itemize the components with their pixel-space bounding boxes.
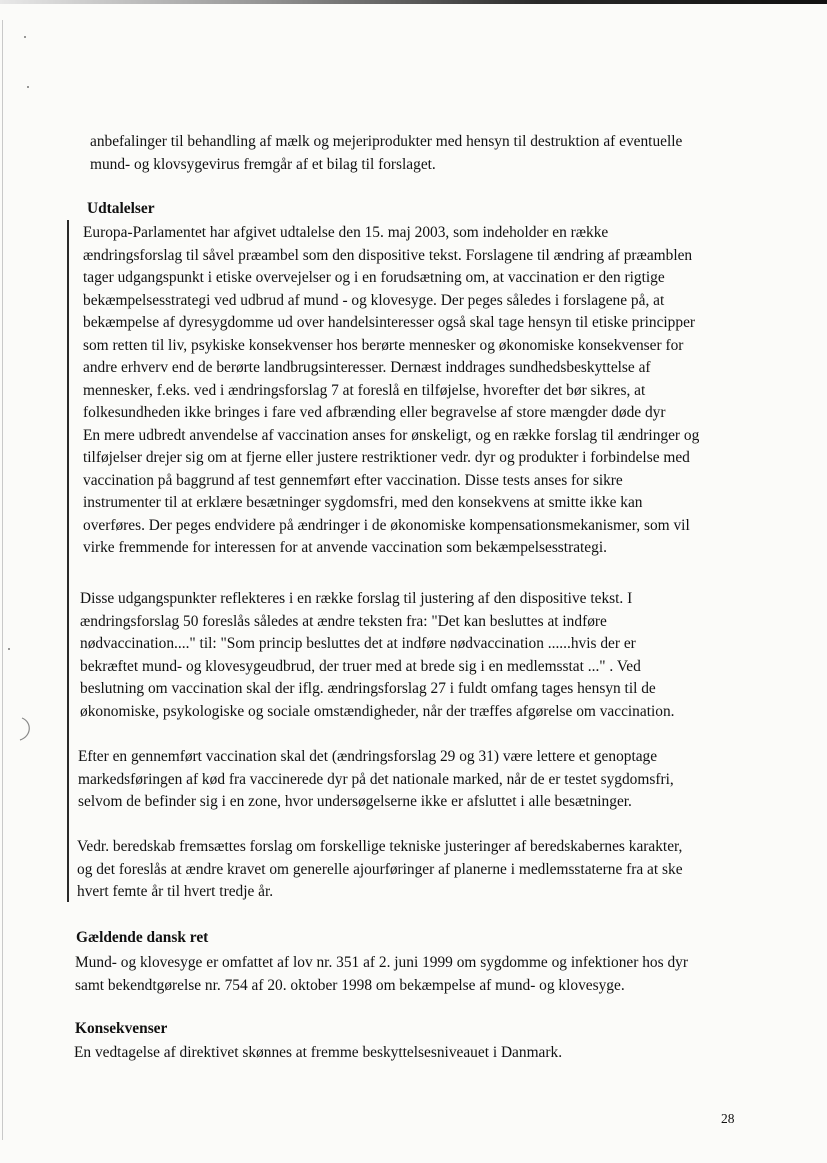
text-line: selvom de befinder sig i en zone, hvor undersøgelserne ikke er afsluttet i alle besætninger. [78,793,632,810]
page-number: 28 [721,1111,735,1126]
text-line: vaccination på baggrund af test gennemført efter vaccination. Disse tests anses for sikre [83,471,623,489]
konsekvenser-paragraph [74,1042,744,1065]
text-line: bekæmpelsesstrategi ved udbrud af mund - og klovesyge. Der peges således i forslagene på, at [83,291,665,309]
section-heading-gaeldende-dansk-ret: Gældende dansk ret [76,929,209,946]
text-line: overføres. Der peges endvidere på ændringer i de økonomiske kompensationsmekanismer, som vil [83,516,690,534]
text-line: mennesker, f.eks. ved i ændringsforslag 7 at foreslå en tilføjelse, hvorefter det bør sikres, at [83,381,646,399]
top-scan-rule [0,0,827,4]
text-line: ændringsforslag til såvel præambel som den dispositive tekst. Forslagene til ændring af præamblen [83,246,693,264]
text-line: bekæmpelse af dyresygdomme ud over handelsinteresser også skal tage hensyn til etiske principper [83,314,696,331]
text-line: folkesundheden ikke bringes i fare ved afbrænding eller begravelse af store mængder døde dyr [83,404,666,421]
text-line: bekræftet mund- og klovesygeudbrud, der truer med at brede sig i en medlemsstat ..." . Ved [80,657,641,675]
text-line: virke fremmende for interessen for at anvende vaccination som bekæmpelsesstrategi. [83,539,607,556]
text-line: økonomiske, psykologiske og sociale omstændigheder, når der træffes afgørelse om vaccination. [80,702,675,720]
text-line: samt bekendtgørelse nr. 754 af 20. oktober 1998 om bekæmpelse af mund- og klovesyge. [75,976,625,994]
text-line: Europa-Parlamentet har afgivet udtalelse den 15. maj 2003, som indeholder en række [83,224,609,241]
section-heading-konsekvenser: Konsekvenser [75,1020,168,1037]
text-line: anbefalinger til behandling af mælk og mejeriprodukter med hensyn til destruktion af eventuelle [90,133,683,150]
text-line: Vedr. beredskab fremsættes forslag om forskellige tekniske justeringer af beredskabernes karakter, [77,838,683,855]
text-line: tager udgangspunkt i etiske overvejelser og i en forudsætning om, at vaccination er den rigtige [83,269,665,286]
text-line: nødvaccination...." til: "Som princip besluttes det at indføre nødvaccination ......hvis der er [80,635,636,652]
text-line: hvert femte år til hvert tredje år. [77,883,274,900]
text-line: En vedtagelse af direktivet skønnes at fremme beskyttelsesniveauet i Danmark. [74,1044,563,1061]
text-line: instrumenter til at erklære besætninger sygdomsfri, med den konsekvens at smitte ikke kan [83,494,643,511]
udtalelser-paragraph-1 [83,222,753,560]
text-line: Mund- og klovesyge er omfattet af lov nr. 351 af 2. juni 1999 om sygdomme og infektioner hos dyr [75,954,688,971]
text-line: tilføjelser drejer sig om at fjerne eller justere restriktioner vedr. dyr og produkter i forbindelse med [83,449,690,466]
text-line: og det foreslås at ændre kravet om generelle ajourføringer af planerne i medlemsstaterne fra at ske [77,860,683,878]
text-line: som retten til liv, psykiske konsekvenser hos berørte mennesker og økonomiske konsekvenser for [83,336,684,354]
margin-change-bar [67,220,69,902]
text-line: En mere udbredt anvendelse af vaccination anses for ønskeligt, og en række forslag til ændringer og [83,426,700,444]
scan-speck [24,36,26,38]
text-line: Efter en gennemført vaccination skal det (ændringsforslag 29 og 31) være lettere et genoptage [78,748,658,765]
udtalelser-paragraph-3 [78,746,748,814]
text-line: ændringsforslag 50 foreslås således at ændre teksten fra: "Det kan besluttes at indføre [80,612,607,630]
text-line: Disse udgangspunkter reflekteres i en række forslag til justering af den dispositive tekst. I [80,590,633,607]
page-edge-line [2,20,3,1140]
section-heading-udtalelser: Udtalelser [87,200,155,217]
text-line: beslutning om vaccination skal der iflg. ændringsforslag 27 i fuldt omfang tages hensyn til de [80,680,656,697]
text-line: andre erhverv end de berørte landbrugsinteresser. Dernæst inddrages sundhedsbeskyttelse af [83,359,651,376]
udtalelser-paragraph-2 [80,588,750,723]
punch-hole-mark [14,716,34,742]
intro-paragraph [90,131,750,176]
text-line: markedsføringen af kød fra vaccinerede dyr på det nationale marked, når de er testet sygdomsfri, [78,770,674,788]
scan-speck [8,648,10,650]
udtalelser-paragraph-4 [77,836,747,904]
gaeldende-paragraph [75,952,745,997]
text-line: mund- og klovsygevirus fremgår af et bilag til forslaget. [90,155,436,173]
scan-speck [27,86,29,88]
